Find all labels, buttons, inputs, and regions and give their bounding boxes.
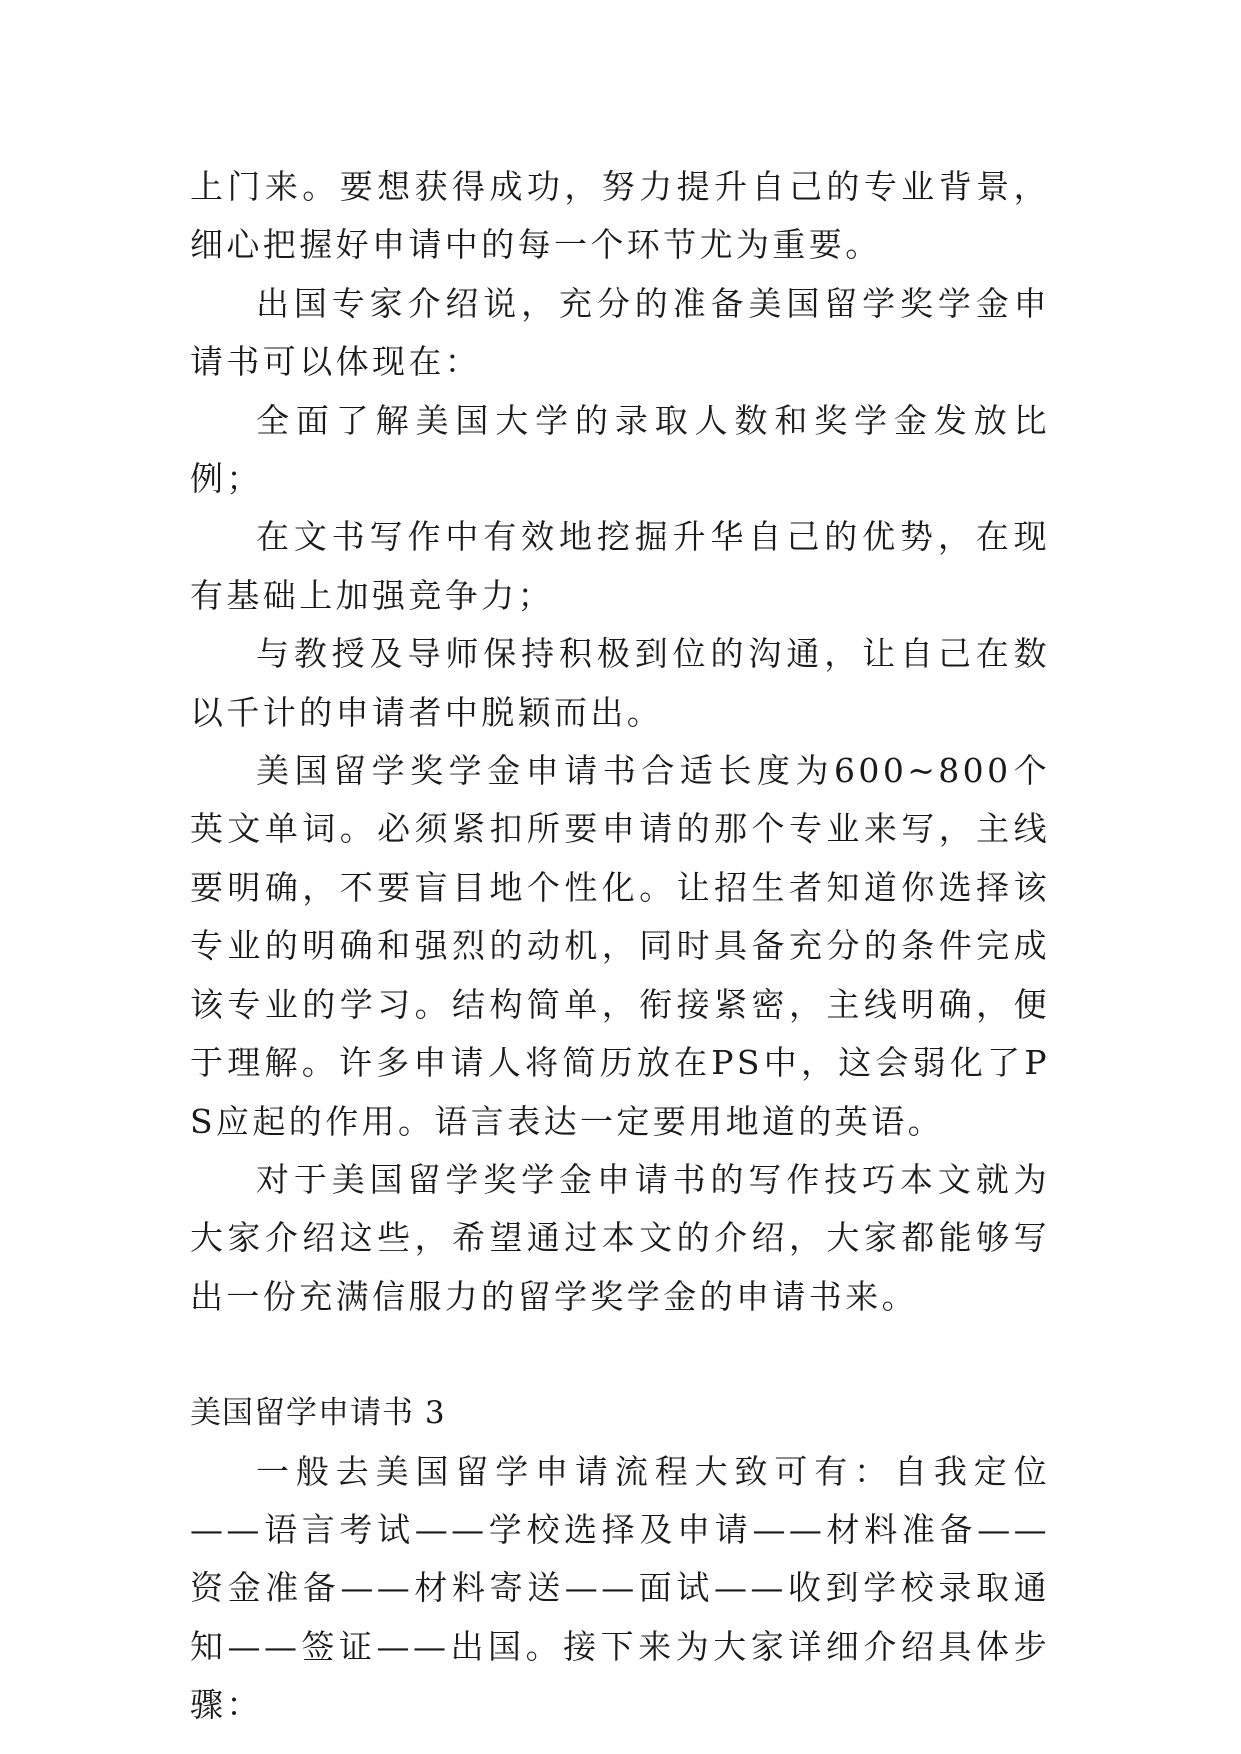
paragraph-length-advice: 美国留学奖学金申请书合适长度为600~800个英文单词。必须紧扣所要申请的那个专业来写，主线要明确，不要盲目地个性化。让招生者知道你选择该专业的明确和强烈的动机，同时具备充分的条件完成该专业的学习。结构简单，衔接紧密，主线明确，便于理解。许多申请人将简历放在PS中，这会弱化了PS应起的作用。语言表达一定要用地道的英语。	[190, 751, 1050, 1141]
paragraph-point-2: 在文书写作中有效地挖掘升华自己的优势，在现有基础上加强竞争力；	[190, 517, 1050, 615]
section-heading: 美国留学申请书 3	[190, 1395, 446, 1432]
paragraph-continuation: 上门来。要想获得成功，努力提升自己的专业背景，细心把握好申请中的每一个环节尤为重要。	[190, 167, 1050, 265]
paragraph-process: 一般去美国留学申请流程大致可有：自我定位——语言考试——学校选择及申请——材料准备——资金准备——材料寄送——面试——收到学校录取通知——签证——出国。接下来为大家详细介绍具体步骤：	[190, 1451, 1050, 1725]
document-page	[190, 158, 1050, 1735]
paragraph-point-3: 与教授及导师保持积极到位的沟通，让自己在数以千计的申请者中脱颖而出。	[190, 634, 1050, 732]
paragraph-conclusion: 对于美国留学奖学金申请书的写作技巧本文就为大家介绍这些，希望通过本文的介绍，大家都能够写出一份充满信服力的留学奖学金的申请书来。	[190, 1159, 1050, 1316]
paragraph-point-1: 全面了解美国大学的录取人数和奖学金发放比例；	[190, 400, 1050, 499]
paragraph-intro: 出国专家介绍说，充分的准备美国留学奖学金申请书可以体现在：	[190, 283, 1050, 382]
